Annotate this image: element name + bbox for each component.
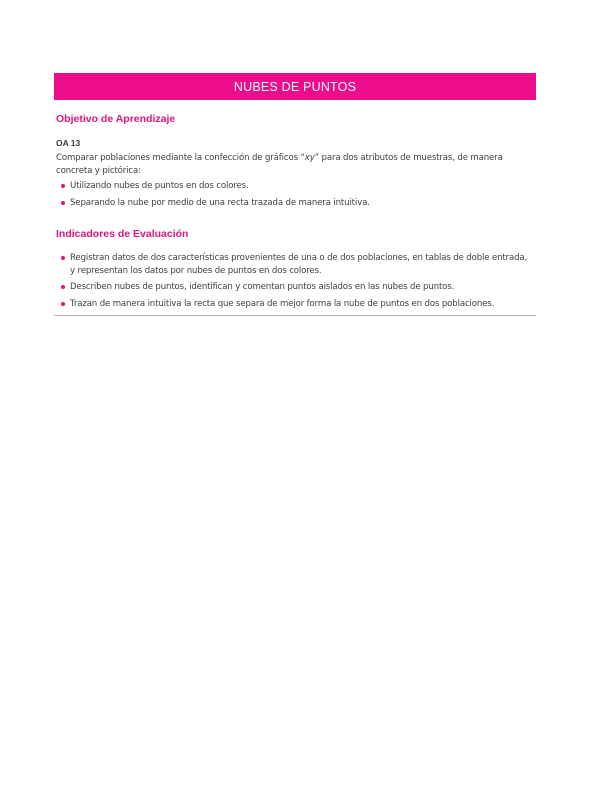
- list-item: [56, 180, 534, 193]
- indicadores-list: [56, 252, 534, 314]
- bullet-icon: [61, 285, 65, 289]
- oa-description-part-2: ” para dos atributos de muestras, de manera concreta y pictórica:: [56, 153, 503, 176]
- list-item: [56, 252, 534, 277]
- oa-description: [56, 152, 534, 178]
- bullet-icon: [61, 201, 65, 205]
- list-item-text: Trazan de manera intuitiva la recta que separa de mejor forma la nube de puntos en dos poblaciones.: [70, 298, 495, 309]
- divider: [54, 315, 536, 316]
- curriculum-page: [54, 73, 536, 309]
- header-bar: [54, 73, 536, 100]
- list-item-text: Registran datos de dos características provenientes de una o de dos poblaciones, en tablas de doble entrada, y representan los datos por nubes de puntos en dos colores.: [70, 253, 528, 276]
- oa-description-part-1: Comparar poblaciones mediante la confección de gráficos “: [56, 153, 305, 163]
- list-item: [56, 281, 534, 294]
- indicadores-heading: Indicadores de Evaluación: [56, 228, 189, 240]
- oa-description-italic: xy: [304, 153, 315, 163]
- bullet-icon: [61, 184, 65, 188]
- list-item-text: Separando la nube por medio de una recta trazada de manera intuitiva.: [70, 197, 370, 208]
- list-item: [56, 197, 534, 210]
- bullet-icon: [61, 256, 65, 260]
- objetivo-list: [56, 180, 534, 213]
- bullet-icon: [61, 302, 65, 306]
- list-item: [56, 298, 534, 311]
- page-title: NUBES DE PUNTOS: [233, 79, 357, 94]
- list-item-text: Utilizando nubes de puntos en dos colores.: [70, 181, 249, 191]
- list-item-text: Describen nubes de puntos, identifican y comentan puntos aislados en las nubes de puntos.: [70, 282, 455, 292]
- oa-code: OA 13: [56, 138, 81, 148]
- objetivo-heading: Objetivo de Aprendizaje: [56, 113, 176, 125]
